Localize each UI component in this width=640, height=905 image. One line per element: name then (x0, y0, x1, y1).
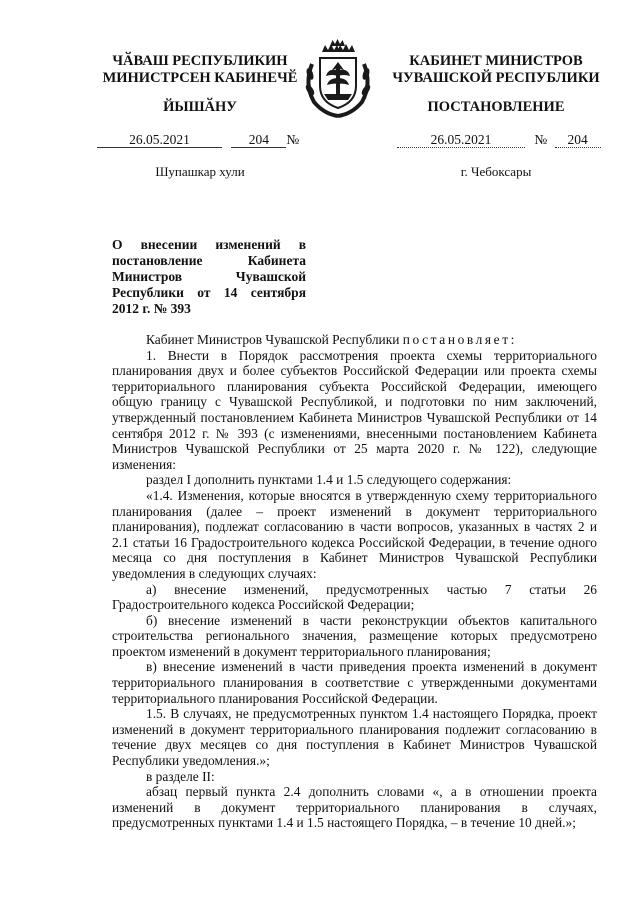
date-number-russian (397, 132, 607, 148)
body-paragraph: б) внесение изменений в части реконструкции объектов капитального строительства регионального значения, размещение которых предусмотрено проектом изменений в документ территориального планирования; (112, 612, 597, 659)
number-russian: 204 (555, 132, 601, 148)
doc-type-russian: ПОСТАНОВЛЕНИЕ (427, 99, 565, 115)
city-russian: г. Чебоксары (460, 164, 532, 179)
number-sign-chuvash: № (286, 132, 300, 147)
body-paragraph: а) внесение изменений, предусмотренных частью 7 статьи 26 Градостроительного кодекса Российской Федерации; (112, 581, 597, 613)
body-paragraph: раздел I дополнить пунктами 1.4 и 1.5 следующего содержания: (146, 472, 512, 488)
body-paragraph: абзац первый пункта 2.4 дополнить словами «, а в отношении проекта изменений в документ территориального планирования в случаях, предусмотренных пунктами 1.4 и 1.5 настоящего Порядка, – в течение 10 дней.»; (112, 784, 597, 831)
chuvash-coat-of-arms-emblem (298, 34, 378, 120)
body-paragraph: в) внесение изменений в части приведения проекта изменений в документ территориального планирования в соответствие с утвержденными документами территориального планирования Российской Федерации. (112, 659, 597, 706)
body-paragraph: в разделе II: (146, 768, 215, 784)
body-paragraph: «1.4. Изменения, которые вносятся в утвержденную схему территориального планирования (далее – проект изменений в документ территориального планирования), подлежат согласованию в части вопросов, указанных в частях 2 и 2.1 статьи 16 Градостроительного кодекса Российской Федерации, в течение одного месяца со дня поступления в Кабинет Министров Чувашской Республики уведомления в следующих случаях: (112, 487, 597, 581)
body-paragraph: 1.5. В случаях, не предусмотренных пунктом 1.4 настоящего Порядка, проект изменений в документ территориального планирования подлежит согласованию в течение двух месяцев со дня поступления в Кабинет Министров Чувашской Республики уведомления.»; (112, 706, 597, 769)
date-number-chuvash (97, 132, 307, 148)
document-body (112, 332, 597, 831)
issuer-chuvash (95, 53, 305, 87)
date-chuvash: 26.05.2021 (97, 132, 222, 148)
issuer-chuvash-line1: ЧӐВАШ РЕСПУБЛИКИН (112, 53, 288, 69)
date-russian: 26.05.2021 (397, 132, 525, 148)
city-chuvash: Шупашкар хули (155, 164, 245, 179)
issuer-russian (385, 53, 607, 87)
issuer-russian-line1: КАБИНЕТ МИНИСТРОВ (409, 53, 583, 69)
intro-verb: постановляет: (402, 332, 517, 347)
body-paragraph: 1. Внести в Порядок рассмотрения проекта схемы территориального планирования двух и более субъектов Российской Федерации или проекта схемы территориального планирования субъекта Российской Федерации, имеющего общую границу с Чувашской Республикой, и подготовки по ним заключений, утвержденный постановлением Кабинета Министров Чувашской Республики от 14 сентября 2012 г. № 393 (с изменениями, внесенными постановлением Кабинета Министров Чувашской Республики от 25 марта 2020 г. № 122), следующие изменения: (112, 347, 597, 472)
number-sign-russian: № (534, 132, 548, 147)
issuer-chuvash-line2: МИНИСТРСЕН КАБИНЕЧӖ (102, 70, 298, 86)
number-chuvash: 204 (231, 132, 286, 148)
doc-type-chuvash: ЙЫШӐНУ (163, 99, 237, 115)
intro-paragraph (112, 332, 597, 348)
document-subject: О внесении изменений в постановление Кабинета Министров Чувашской Республики от 14 сентября 2012 г. № 393 (112, 237, 306, 316)
intro-prefix: Кабинет Министров Чувашской Республики (146, 332, 400, 347)
issuer-russian-line2: ЧУВАШСКОЙ РЕСПУБЛИКИ (392, 70, 600, 86)
